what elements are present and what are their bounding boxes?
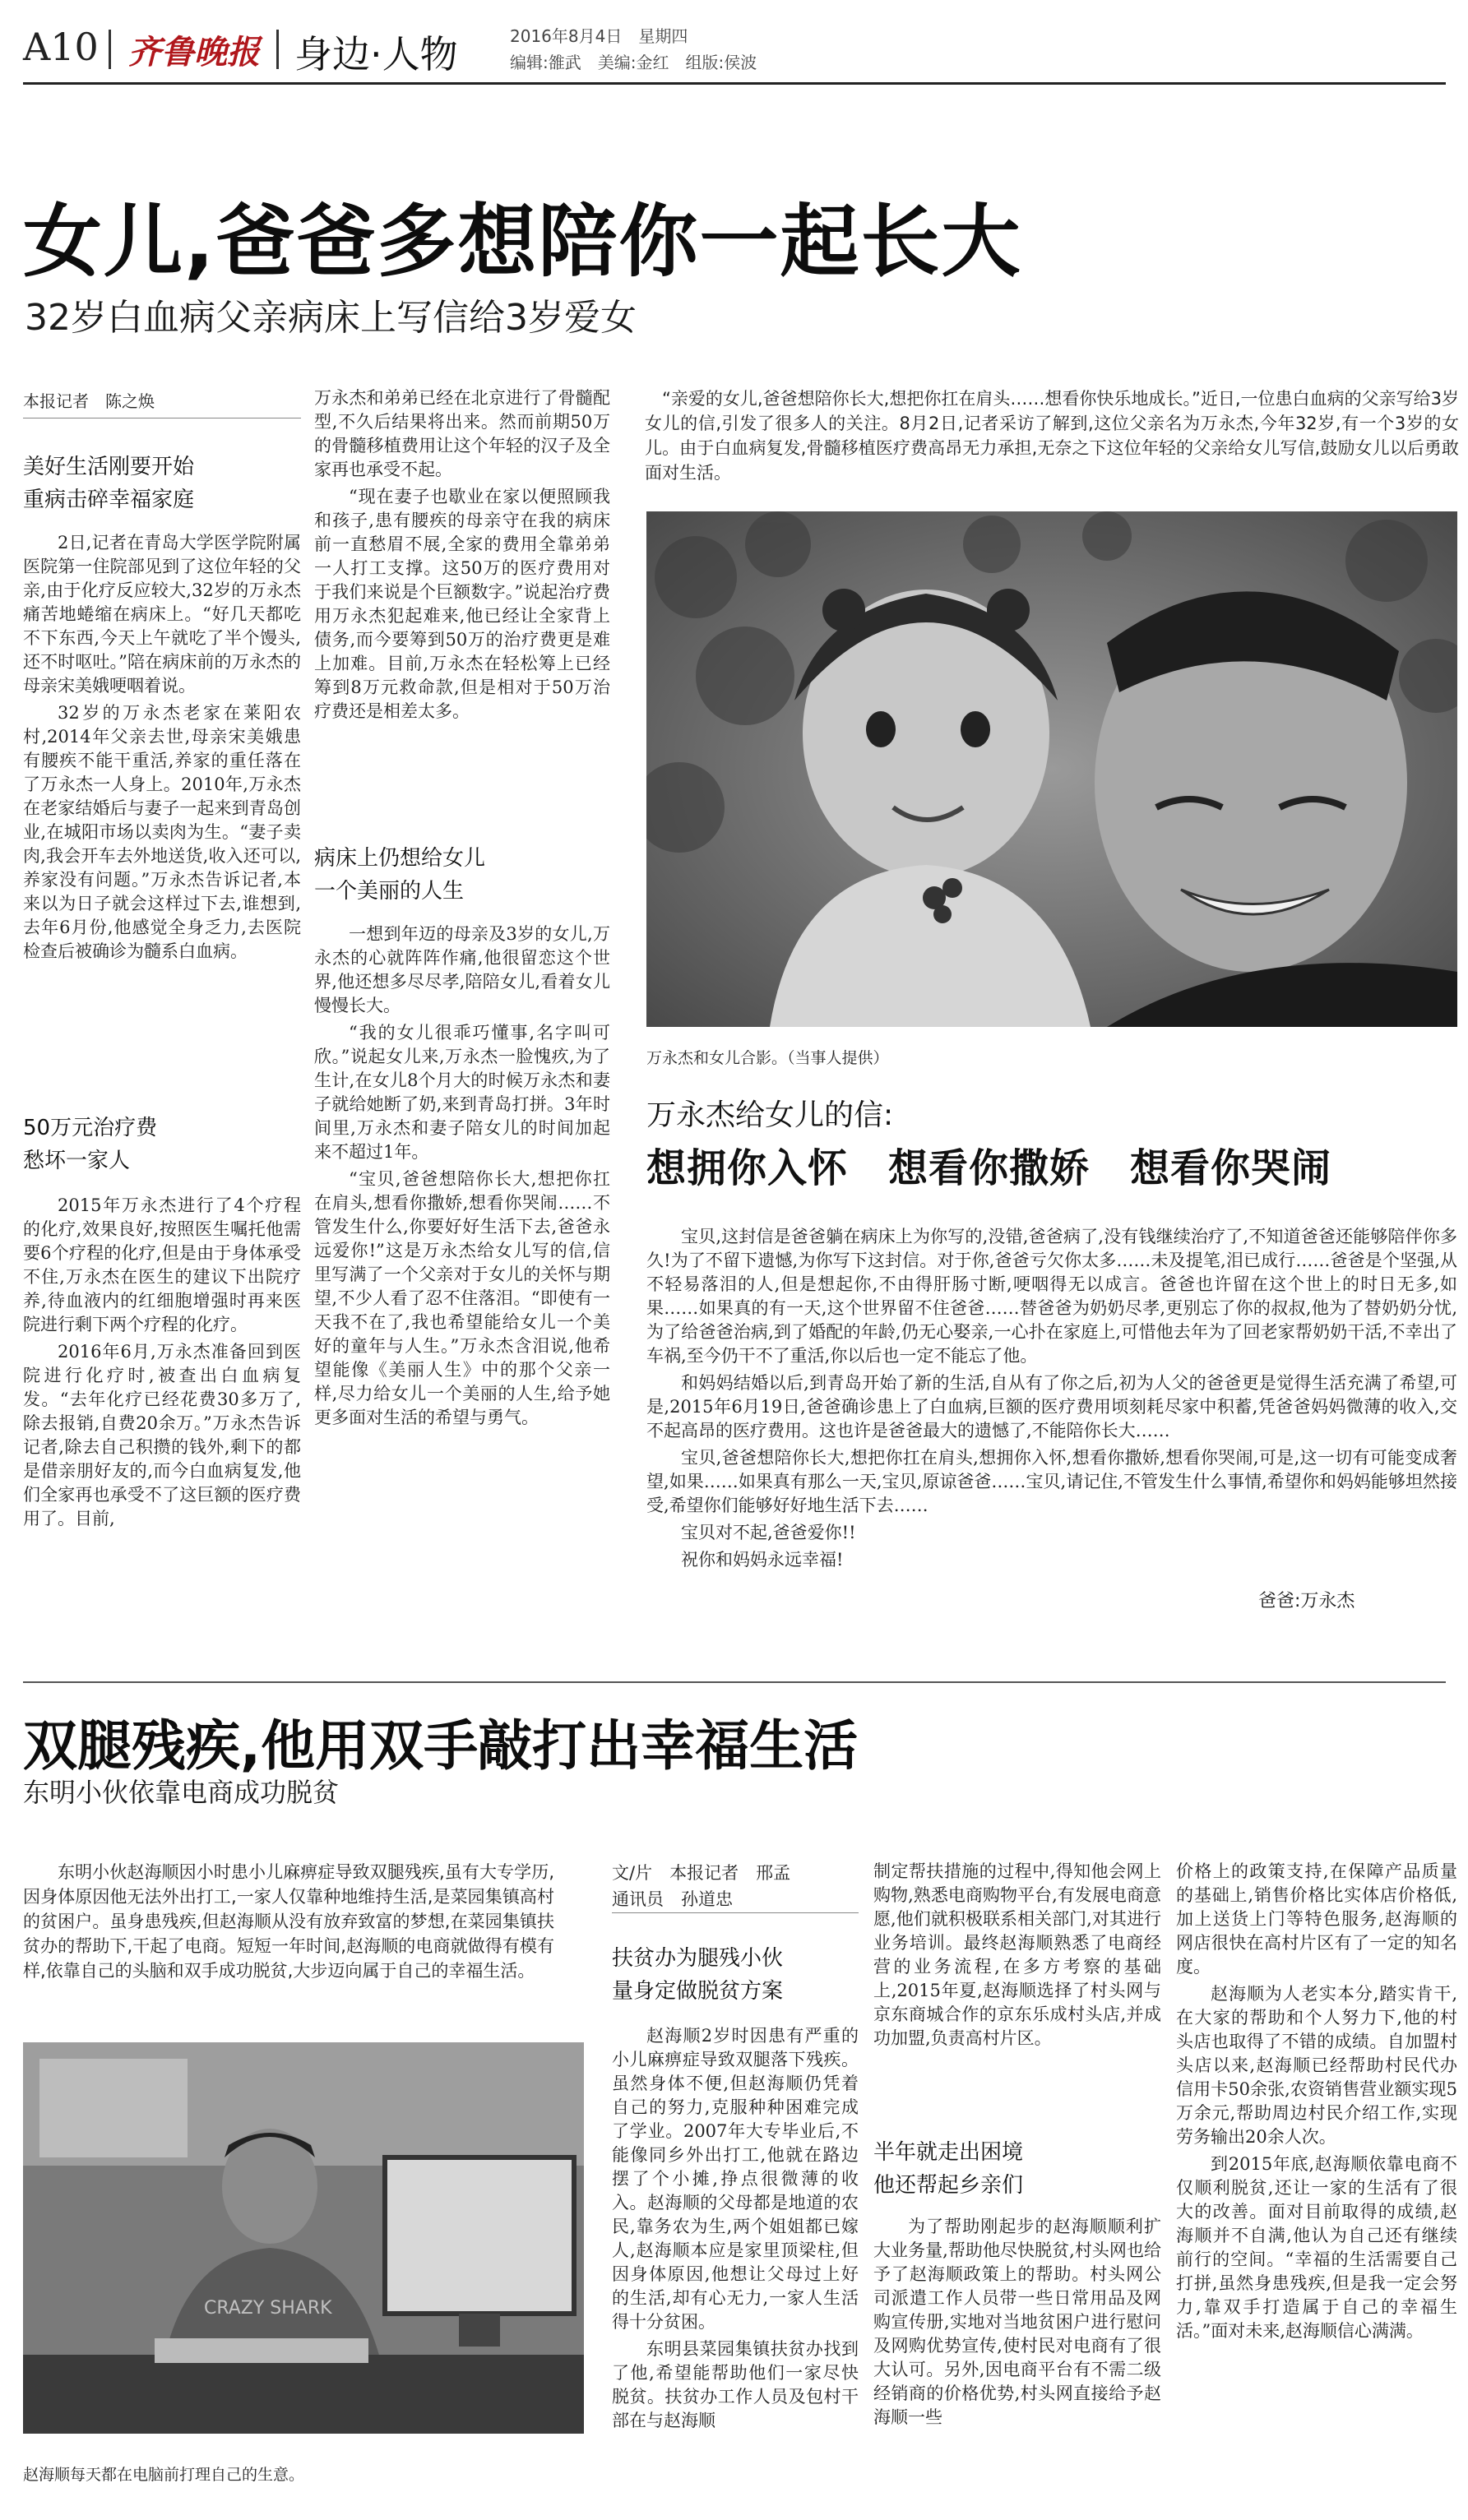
publication-date: 2016年8月4日 星期四: [510, 26, 688, 46]
article2-intro: 东明小伙赵海顺因小时患小儿麻痹症导致双腿残疾,虽有大专学历,因身体原因他无法外出打工,一家人仅靠种地维持生活,是菜园集镇高村的贫困户。虽身患残疾,但赵海顺从没有放弃致富的梦想,在菜园集镇扶贫办的帮助下,干起了电商。短短一年时间,赵海顺的电商就做得有模有样,依靠自己的头脑和双手成功脱贫,大步迈向属于自己的幸福生活。: [23, 1862, 554, 1981]
photo-caption: 万永杰和女儿合影。（当事人提供）: [646, 1049, 889, 1067]
paragraph: 一想到年迈的母亲及3岁的女儿,万永杰的心就阵阵作痛,他很留恋这个世界,他还想多尽尽孝,陪陪女儿,看着女儿慢慢长大。: [314, 924, 610, 1015]
editor-credits: 编辑:雒武 美编:金红 组版:侯波: [510, 53, 757, 72]
paragraph: “现在妻子也歇业在家以便照顾我和孩子,患有腰疾的母亲守在我的病床前一直愁眉不展,全家的费用全靠弟弟一人打工支撑。这50万的医疗费用对于我们来说是个巨额数字。”说起治疗费用万永杰犯起难来,他已经让全家背上债务,而今要筹到50万的治疗费更是难上加难。目前,万永杰在轻松筹上已经筹到8万元救命款,但是相对于50万治疗费还是相差太多。: [314, 487, 610, 721]
paragraph: 价格上的政策支持,在保障产品质量的基础上,销售价格比实体店价格低,加上送货上门等特色服务,赵海顺的网店很快在高村片区有了一定的知名度。: [1176, 1861, 1457, 1977]
photo-illustration: [23, 2042, 584, 2434]
article1-section-heading: [314, 842, 485, 908]
heading-line: 愁坏一家人: [23, 1149, 131, 1173]
heading-line: 他还帮起乡亲们: [873, 2173, 1024, 2198]
article1-section-heading: [23, 1112, 157, 1177]
article1-subheadline: 32岁白血病父亲病床上写信给3岁爱女: [25, 297, 637, 339]
paragraph: 制定帮扶措施的过程中,得知他会网上购物,熟悉电商购物平台,有发展电商意愿,他们就积极联系相关部门,对其进行业务培训。最终赵海顺熟悉了电商经营的业务流程,在多方考察的基础上,2015年夏,赵海顺选择了村头网与京东商城合作的京东乐成村头店,并成功加盟,负责高村片区。: [873, 1861, 1161, 2048]
paragraph: 为了帮助刚起步的赵海顺顺利扩大业务量,帮助他尽快脱贫,村头网也给予了赵海顺政策上的帮助。村头网公司派遣工作人员带一些日常用品及网购宣传册,实地对当地贫困户进行慰问及网购优势宣传,使村民对电商有了很大认可。另外,因电商平台有不需二级经销商的价格优势,村头网直接给予赵海顺一些: [873, 2217, 1161, 2427]
paragraph: 宝贝,爸爸想陪你长大,想把你扛在肩头,想拥你入怀,想看你撒娇,想看你哭闹,可是,这一切有可能变成奢望,如果……如果真有那么一天,宝贝,原谅爸爸……宝贝,请记住,不管发生什么事情,希望你和妈妈能够坦然接受,希望你们能够好好地生活下去……: [646, 1448, 1457, 1515]
heading-line: 50万元治疗费: [23, 1116, 158, 1140]
paragraph: 祝你和妈妈永远幸福!: [681, 1550, 844, 1570]
paragraph: 万永杰和弟弟已经在北京进行了骨髓配型,不久后结果将出来。然而前期50万的骨髓移植费用让这个年轻的汉子及全家再也承受不起。: [314, 388, 610, 479]
paragraph: 2016年6月,万永杰准备回到医院进行化疗时,被查出白血病复发。“去年化疗已经花费30多万了,除去报销,自费20余万。”万永杰告诉记者,除去自己积攒的钱外,剩下的都是借亲朋好友的,而今白血病复发,他们全家再也承受不了这巨额的医疗费用了。目前,: [23, 1342, 301, 1528]
paragraph: 32岁的万永杰老家在莱阳农村,2014年父亲去世,母亲宋美娥患有腰疾不能干重活,养家的重任落在了万永杰一人身上。2010年,万永杰在老家结婚后与妻子一起来到青岛创业,在城阳市场以卖肉为生。“妻子卖肉,我会开车去外地送货,收入还可以,养家没有问题。”万永杰告诉记者,本来以为日子就会这样过下去,谁想到,去年6月份,他感觉全身乏力,去医院检查后被确诊为髓系白血病。: [23, 703, 301, 961]
article1-byline: 本报记者 陈之焕: [23, 391, 155, 411]
article2-column-3: [1176, 1860, 1457, 2509]
heading-line: 扶贫办为腿残小伙: [612, 1946, 784, 1971]
photo-caption: 赵海顺每天都在电脑前打理自己的生意。: [23, 2466, 305, 2484]
article2-section-heading: [873, 2136, 1023, 2202]
byline-rule: [612, 1912, 859, 1913]
article2-column-2b: [873, 2215, 1161, 2503]
heading-line: 病床上仍想给女儿: [314, 846, 486, 871]
masthead: [23, 18, 1446, 81]
article1-column-2b: [314, 922, 610, 1638]
letter-title-line1: 万永杰给女儿的信:: [646, 1098, 894, 1132]
paragraph: 到2015年底,赵海顺依靠电商不仅顺利脱贫,还让一家的生活有了很大的改善。面对目前取得的成绩,赵海顺并不自满,他认为自己还有继续前行的空间。“幸福的生活需要自己打拼,虽然身患残疾,但是我一定会努力,靠双手打造属于自己的幸福生活。”面对未来,赵海顺信心满满。: [1176, 2154, 1457, 2341]
article2-section-heading: [612, 1942, 783, 2008]
letter-title-line2: 想拥你入怀 想看你撒娇 想看你哭闹: [646, 1145, 1332, 1191]
photo-illustration: [646, 511, 1457, 1027]
paragraph: 和妈妈结婚以后,到青岛开始了新的生活,自从有了你之后,初为人父的爸爸更是觉得生活充满了希望,可是,2015年6月19日,爸爸确诊患上了白血病,巨额的医疗费用顷刻耗尽家中积蓄,凭爸爸妈妈微薄的收入,交不起高昂的医疗费用。这也许是爸爸最大的遗憾了,不能陪你长大……: [646, 1373, 1457, 1440]
article1-intro: “亲爱的女儿,爸爸想陪你长大,想把你扛在肩头……想看你快乐地成长。”近日,一位患白血病的父亲写给3岁女儿的信,引发了很多人的关注。8月2日,记者采访了解到,这位父亲名为万永杰,今年32岁,有一个3岁的女儿。由于白血病复发,骨髓移植医疗费高昂无力承担,无奈之下这位年轻的父亲给女儿写信,鼓励女儿以后勇敢面对生活。: [645, 389, 1459, 483]
heading-line: 重病击碎幸福家庭: [23, 488, 195, 512]
father-daughter-photo: [646, 511, 1457, 1027]
paragraph: 赵海顺为人老实本分,踏实肯干,在大家的帮助和个人努力下,他的村头店也取得了不错的成绩。自加盟村头店以来,赵海顺已经帮助村民代办信用卡50余张,农资销售营业额实现5万余元,帮助周边村民介绍工作,实现劳务输出20余人次。: [1176, 1984, 1457, 2147]
divider: [109, 30, 111, 69]
section-divider: [23, 1681, 1446, 1683]
article2-subheadline: 东明小伙依靠电商成功脱贫: [23, 1777, 340, 1808]
paragraph: 赵海顺2岁时因患有严重的小儿麻痹症导致双腿落下残疾。虽然身体不便,但赵海顺仍凭着自己的努力,克服种种困难完成了学业。2007年大专毕业后,不能像同乡外出打工,他就在路边摆了个小摊,挣点很微薄的收入。赵海顺的父母都是地道的农民,靠务农为生,两个姐姐都已嫁人,赵海顺本应是家里顶梁柱,但因身体原因,他想让父母过上好的生活,却有心无力,一家人生活得十分贫困。: [612, 2026, 859, 2332]
heading-line: 美好生活刚要开始: [23, 455, 195, 479]
heading-line: 半年就走出困境: [873, 2140, 1024, 2165]
masthead-rule: [23, 82, 1446, 85]
newspaper-logo: 齐鲁晚报: [128, 33, 260, 72]
page-number: A10: [23, 25, 99, 69]
section-name: 身边·人物: [294, 32, 458, 76]
paragraph: “我的女儿很乖巧懂事,名字叫可欣。”说起女儿来,万永杰一脸愧疚,为了生计,在女儿8个月大的时候万永杰和妻子就给她断了奶,来到青岛打拼。3年时间里,万永杰和妻子陪女儿的时间加起来不超过1年。: [314, 1023, 610, 1162]
article1-headline: 女儿,爸爸多想陪你一起长大: [23, 196, 1022, 288]
heading-line: 一个美丽的人生: [314, 879, 465, 904]
paragraph: 宝贝对不起,爸爸爱你!!: [681, 1523, 856, 1542]
divider: [276, 30, 279, 69]
shirt-print: CRAZY SHARK: [204, 2298, 332, 2319]
paragraph: 2日,记者在青岛大学医学院附属医院第一住院部见到了这位年轻的父亲,由于化疗反应较大,32岁的万永杰痛苦地蜷缩在病床上。“好几天都吃不下东西,今天上午就吃了半个馒头,还不时呕吐。”陪在病床前的万永杰的母亲宋美娥哽咽着说。: [23, 533, 301, 696]
article1-section-heading: [23, 451, 194, 516]
article2-byline-2: 通讯员 孙道忠: [612, 1889, 733, 1909]
heading-line: 量身定做脱贫方案: [612, 1979, 784, 2004]
letter-body: [646, 1225, 1457, 1575]
article2-column-2: [873, 1860, 1161, 2131]
paragraph: 2015年万永杰进行了4个疗程的化疗,效果良好,按照医生嘱托他需要6个疗程的化疗,但是由于身体承受不住,万永杰在医生的建议下出院疗养,待血液内的红细胞增强时再来医院进行剩下两个疗程的化疗。: [23, 1195, 301, 1334]
article1-column-1b: [23, 1194, 301, 1638]
paragraph: “宝贝,爸爸想陪你长大,想把你扛在肩头,想看你撒娇,想看你哭闹……不管发生什么,你要好好生活下去,爸爸永远爱你!”这是万永杰给女儿写的信,信里写满了一个父亲对于女儿的关怀与期望,不少人看了忍不住落泪。“即使有一天我不在了,我也希望能给女儿一个美好的童年与人生。”万永杰含泪说,他希望能像《美丽人生》中的那个父亲一样,尽力给女儿一个美丽的人生,给予她更多面对生活的希望与勇气。: [314, 1169, 610, 1427]
letter-signature: 爸爸:万永杰: [1258, 1591, 1355, 1611]
article1-column-1: [23, 531, 301, 1107]
paragraph: 宝贝,这封信是爸爸躺在病床上为你写的,没错,爸爸病了,没有钱继续治疗了,不知道爸爸还能够陪伴你多久!为了不留下遗憾,为你写下这封信。对于你,爸爸亏欠你太多……未及提笔,泪已成行……爸爸是个坚强,从不轻易落泪的人,但是想起你,不由得肝肠寸断,哽咽得无以成言。爸爸也许留在这个世上的时日无多,如果……如果真的有一天,这个世界留不住爸爸……替爸爸为奶奶尽孝,更别忘了你的叔叔,他为了替奶奶分忧,为了给爸爸治病,到了婚配的年龄,仍无心娶亲,一心扑在家庭上,可惜他去年为了回老家帮奶奶干活,不幸出了车祸,至今仍干不了重活,你以后也一定不能忘了他。: [646, 1227, 1457, 1366]
article2-byline: 文/片 本报记者 邢孟: [612, 1863, 791, 1883]
article2-column-1: [612, 2024, 859, 2501]
paragraph: 东明县菜园集镇扶贫办找到了他,希望能帮助他们一家尽快脱贫。扶贫办工作人员及包村干部在与赵海顺: [612, 2339, 859, 2430]
computer-desk-photo: [23, 2042, 584, 2434]
article2-headline: 双腿残疾,他用双手敲打出幸福生活: [23, 1714, 859, 1778]
article1-column-2: [314, 386, 610, 835]
